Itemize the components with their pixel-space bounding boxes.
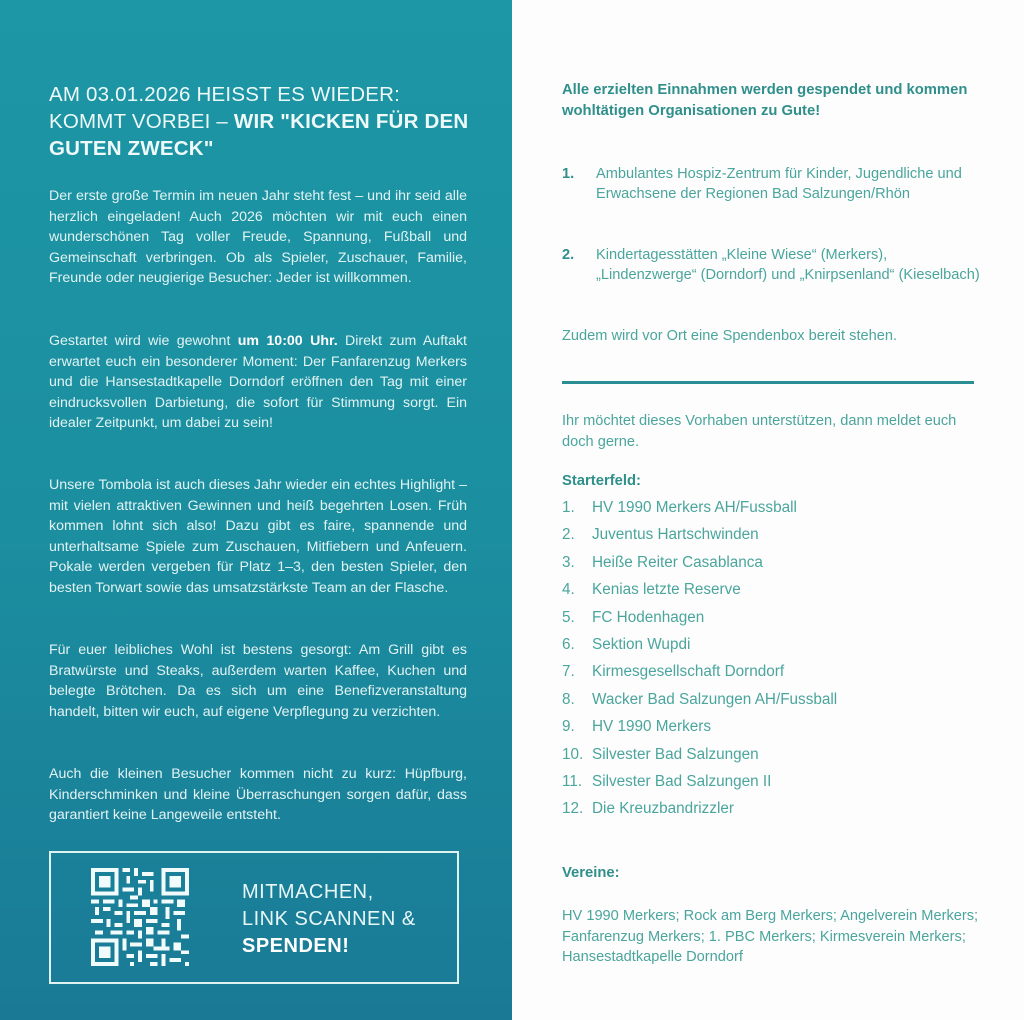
team-name: Heiße Reiter Casablanca [592, 553, 763, 571]
start-paragraph [49, 331, 467, 434]
food-paragraph: Für euer leibliches Wohl ist bestens gesorgt: Am Grill gibt es Bratwürste und Steaks, außerdem warten Kaffee, Kuchen und belegte Brötchen. Da es sich um eine Benefizveranstaltung handelt, bitten wir euch, auf eigene Verpflegung zu verzichten. [49, 642, 467, 720]
organization-item [562, 245, 982, 285]
intro-paragraph: Der erste große Termin im neuen Jahr steht fest – und ihr seid alle herzlich eingeladen! Auch 2026 möchten wir mit euch einen wunderschönen Tag voller Freude, Spannung, Fußball und Gemeinschaft verbringen. Ob als Spieler, Zuschauer, Familie, Freunde oder neugierige Besucher: Jeder ist willkommen. [49, 188, 467, 287]
donation-box [49, 851, 459, 984]
start-time: um 10:00 Uhr. [237, 333, 338, 349]
donation-heading: Alle erzielten Einnahmen werden gespendet und kommen wohltätigen Organisationen zu Gute! [562, 82, 968, 119]
donation-call-to-action [242, 879, 416, 960]
spendenbox-note: Zudem wird vor Ort eine Spendenbox bereit stehen. [562, 328, 898, 344]
organization-text: Kindertagesstätten „Kleine Wiese“ (Merkers), „Lindenzwerge“ (Dorndorf) und „Knirpsenland“ (Kieselbach) [596, 247, 980, 283]
team-name: HV 1990 Merkers AH/Fussball [592, 499, 797, 516]
team-list [562, 499, 837, 828]
team-item [562, 718, 837, 745]
team-name: Sektion Wupdi [592, 635, 691, 653]
start-text-before: Gestartet wird wie gewohnt [49, 333, 238, 349]
team-item [562, 636, 837, 663]
team-name: Kenias letzte Reserve [592, 581, 741, 599]
vereine-list: HV 1990 Merkers; Rock am Berg Merkers; Angelverein Merkers; Fanfarenzug Merkers; 1. PBC Merkers; Kirmesverein Merkers; Hansestadtkapelle Dorndorf [562, 908, 979, 965]
support-note: Ihr möchtet dieses Vorhaben unterstützen, dann meldet euch doch gerne. [562, 413, 957, 450]
cta-line-2: LINK SCANNEN & [242, 908, 416, 930]
team-name: Kirmesgesellschaft Dorndorf [592, 663, 785, 681]
right-panel [512, 0, 1024, 1020]
tombola-paragraph: Unsere Tombola ist auch dieses Jahr wieder ein echtes Highlight – mit vielen attraktiven Gewinnen und heiß begehrten Losen. Früh kommen lohnt sich also! Dazu gibt es faire, spannende und unterhaltsame Spiele zum Zuschauen, Mitfiebern und Anfeuern. Pokale werden vergeben für Platz 1–3, den besten Spieler, den besten Torwart sowie das umsatzstärkste Team an der Flasche. [49, 477, 467, 596]
team-name: Die Kreuzbandrizzler [592, 800, 734, 818]
team-item [562, 773, 837, 800]
team-number: 3. [562, 553, 575, 571]
team-item [562, 581, 837, 608]
starterfeld-heading: Starterfeld: [562, 473, 641, 489]
headline-come: KOMMT VORBEI – [49, 110, 234, 133]
team-item [562, 691, 837, 718]
team-number: 1. [562, 499, 575, 516]
cta-line-3: SPENDEN! [242, 935, 350, 957]
team-item [562, 663, 837, 690]
team-number: 5. [562, 608, 575, 626]
vereine-heading: Vereine: [562, 865, 620, 881]
team-number: 12. [562, 800, 584, 818]
team-name: Silvester Bad Salzungen II [592, 772, 772, 790]
kids-paragraph: Auch die kleinen Besucher kommen nicht zu kurz: Hüpfburg, Kinderschminken und kleine Überraschungen sorgen dafür, dass garantiert keine Langeweile entsteht. [49, 766, 467, 824]
team-name: Wacker Bad Salzungen AH/Fussball [592, 690, 838, 708]
organization-number: 1. [562, 166, 575, 182]
team-item [562, 746, 837, 773]
team-name: HV 1990 Merkers [592, 718, 712, 736]
team-number: 10. [562, 745, 584, 763]
divider [562, 381, 974, 384]
organization-number: 2. [562, 247, 575, 263]
headline [49, 81, 469, 162]
qr-code-icon[interactable] [91, 866, 189, 968]
team-number: 8. [562, 690, 575, 708]
team-number: 4. [562, 581, 575, 599]
headline-slogan: WIR "KICKEN FÜR DEN GUTEN ZWECK" [49, 110, 469, 160]
organization-text: Ambulantes Hospiz-Zentrum für Kinder, Jugendliche und Erwachsene der Regionen Bad Salzungen/Rhön [596, 166, 962, 202]
cta-line-1: MITMACHEN, [242, 881, 374, 903]
organization-item [562, 164, 982, 204]
team-name: Juventus Hartschwinden [592, 526, 759, 544]
team-name: Silvester Bad Salzungen [592, 745, 759, 763]
team-number: 2. [562, 526, 575, 544]
team-number: 9. [562, 718, 575, 736]
headline-date: AM 03.01.2026 HEISST ES WIEDER: [49, 83, 401, 106]
team-item [562, 526, 837, 553]
team-number: 6. [562, 635, 575, 653]
team-item [562, 554, 837, 581]
team-number: 11. [562, 772, 583, 790]
team-name: FC Hodenhagen [592, 608, 705, 626]
team-item [562, 609, 837, 636]
team-item [562, 800, 837, 827]
start-text-after: Direkt zum Auftakt erwartet euch ein besonderer Moment: Der Fanfarenzug Merkers und die Hansestadtkapelle Dorndorf eröffnen den Tag mit einer eindrucksvollen Darbietung, die sofort für Stimmung sorgt. Ein idealer Zeitpunkt, um dabei zu sein! [49, 333, 468, 432]
team-number: 7. [562, 663, 575, 681]
team-item [562, 499, 837, 526]
